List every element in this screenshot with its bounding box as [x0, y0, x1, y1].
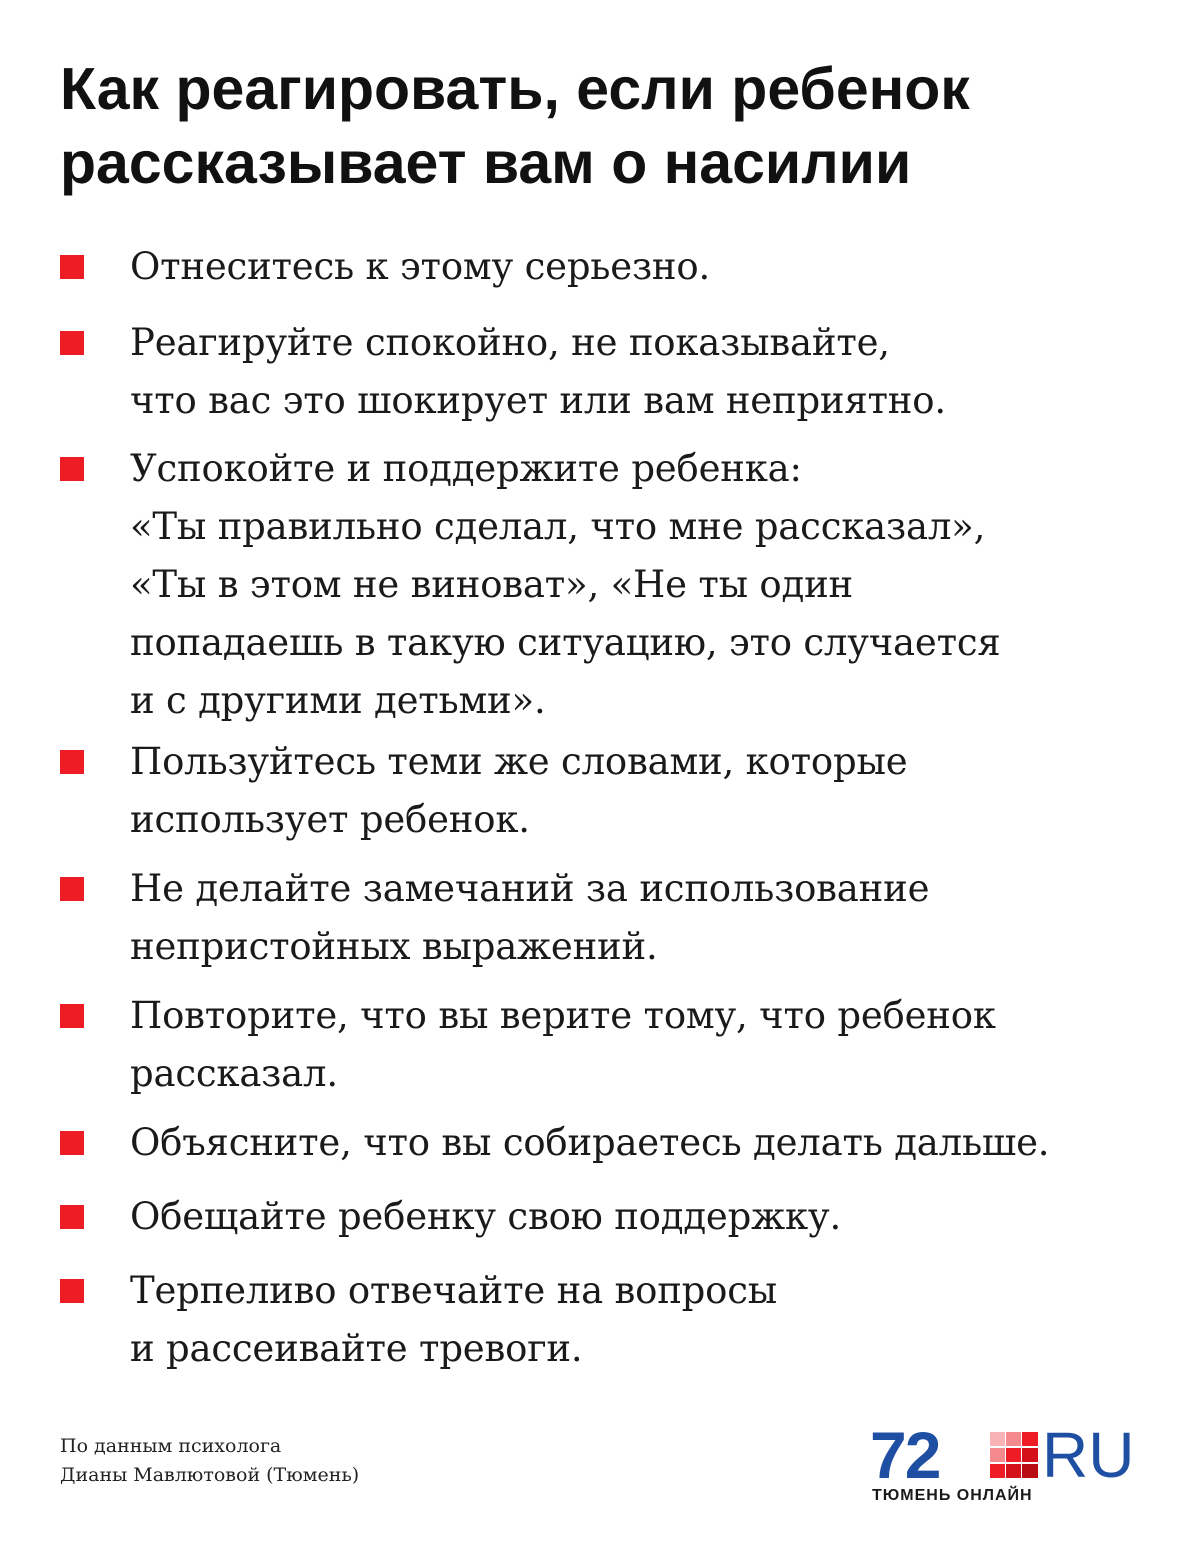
item-line: Пользуйтесь теми же словами, которые	[130, 740, 908, 783]
item-line: попадаешь в такую ситуацию, это случается	[130, 621, 1001, 664]
list-item-text	[130, 860, 1180, 976]
red-square-bullet-icon	[60, 1131, 84, 1155]
logo-domain: RU	[1042, 1419, 1135, 1491]
item-line: использует ребенок.	[130, 798, 530, 841]
logo-tagline: ТЮМЕНЬ ОНЛАЙН	[872, 1487, 1033, 1504]
item-line: Отнеситесь к этому серьезно.	[130, 245, 711, 288]
red-square-bullet-icon	[60, 1004, 84, 1028]
item-line: Терпеливо отвечайте на вопросы	[130, 1269, 778, 1312]
red-square-bullet-icon	[60, 331, 84, 355]
list-item-text	[130, 1114, 1180, 1172]
item-line: Реагируйте спокойно, не показывайте,	[130, 321, 890, 364]
list-item-text	[130, 733, 1180, 849]
logo-squares-icon	[990, 1432, 1038, 1478]
item-line: «Ты правильно сделал, что мне рассказал»,	[130, 505, 986, 548]
list-item-text	[130, 238, 1180, 296]
72ru-logo	[870, 1418, 1150, 1518]
source-line-1: По данным психолога	[60, 1435, 282, 1457]
title-line-1: Как реагировать, если ребенок	[60, 56, 970, 122]
list-item-text	[130, 440, 1180, 730]
item-line: Обещайте ребенку свою поддержку.	[130, 1195, 841, 1238]
red-square-bullet-icon	[60, 255, 84, 279]
item-line: рассказал.	[130, 1052, 338, 1095]
item-line: Повторите, что вы верите тому, что ребенок	[130, 994, 996, 1037]
list-item-text	[130, 987, 1180, 1103]
red-square-bullet-icon	[60, 1279, 84, 1303]
item-line: непристойных выражений.	[130, 925, 658, 968]
item-line: «Ты в этом не виноват», «Не ты один	[130, 563, 854, 606]
source-line-2: Дианы Мавлютовой (Тюмень)	[60, 1464, 360, 1486]
item-line: Объясните, что вы собираетесь делать дальше.	[130, 1121, 1050, 1164]
item-line: Успокойте и поддержите ребенка:	[130, 447, 802, 490]
list-item-text	[130, 1188, 1180, 1246]
item-line: и с другими детьми».	[130, 679, 546, 722]
item-line: и рассеивайте тревоги.	[130, 1327, 583, 1370]
item-line: что вас это шокирует или вам неприятно.	[130, 379, 946, 422]
red-square-bullet-icon	[60, 877, 84, 901]
list-item-text	[130, 314, 1180, 430]
red-square-bullet-icon	[60, 1205, 84, 1229]
logo-number: 72	[870, 1418, 940, 1492]
source-credit	[60, 1432, 359, 1490]
red-square-bullet-icon	[60, 457, 84, 481]
item-line: Не делайте замечаний за использование	[130, 867, 930, 910]
title-line-2: рассказывает вам о насилии	[60, 130, 912, 196]
list-item-text	[130, 1262, 1180, 1378]
page-title	[60, 52, 1140, 200]
red-square-bullet-icon	[60, 750, 84, 774]
